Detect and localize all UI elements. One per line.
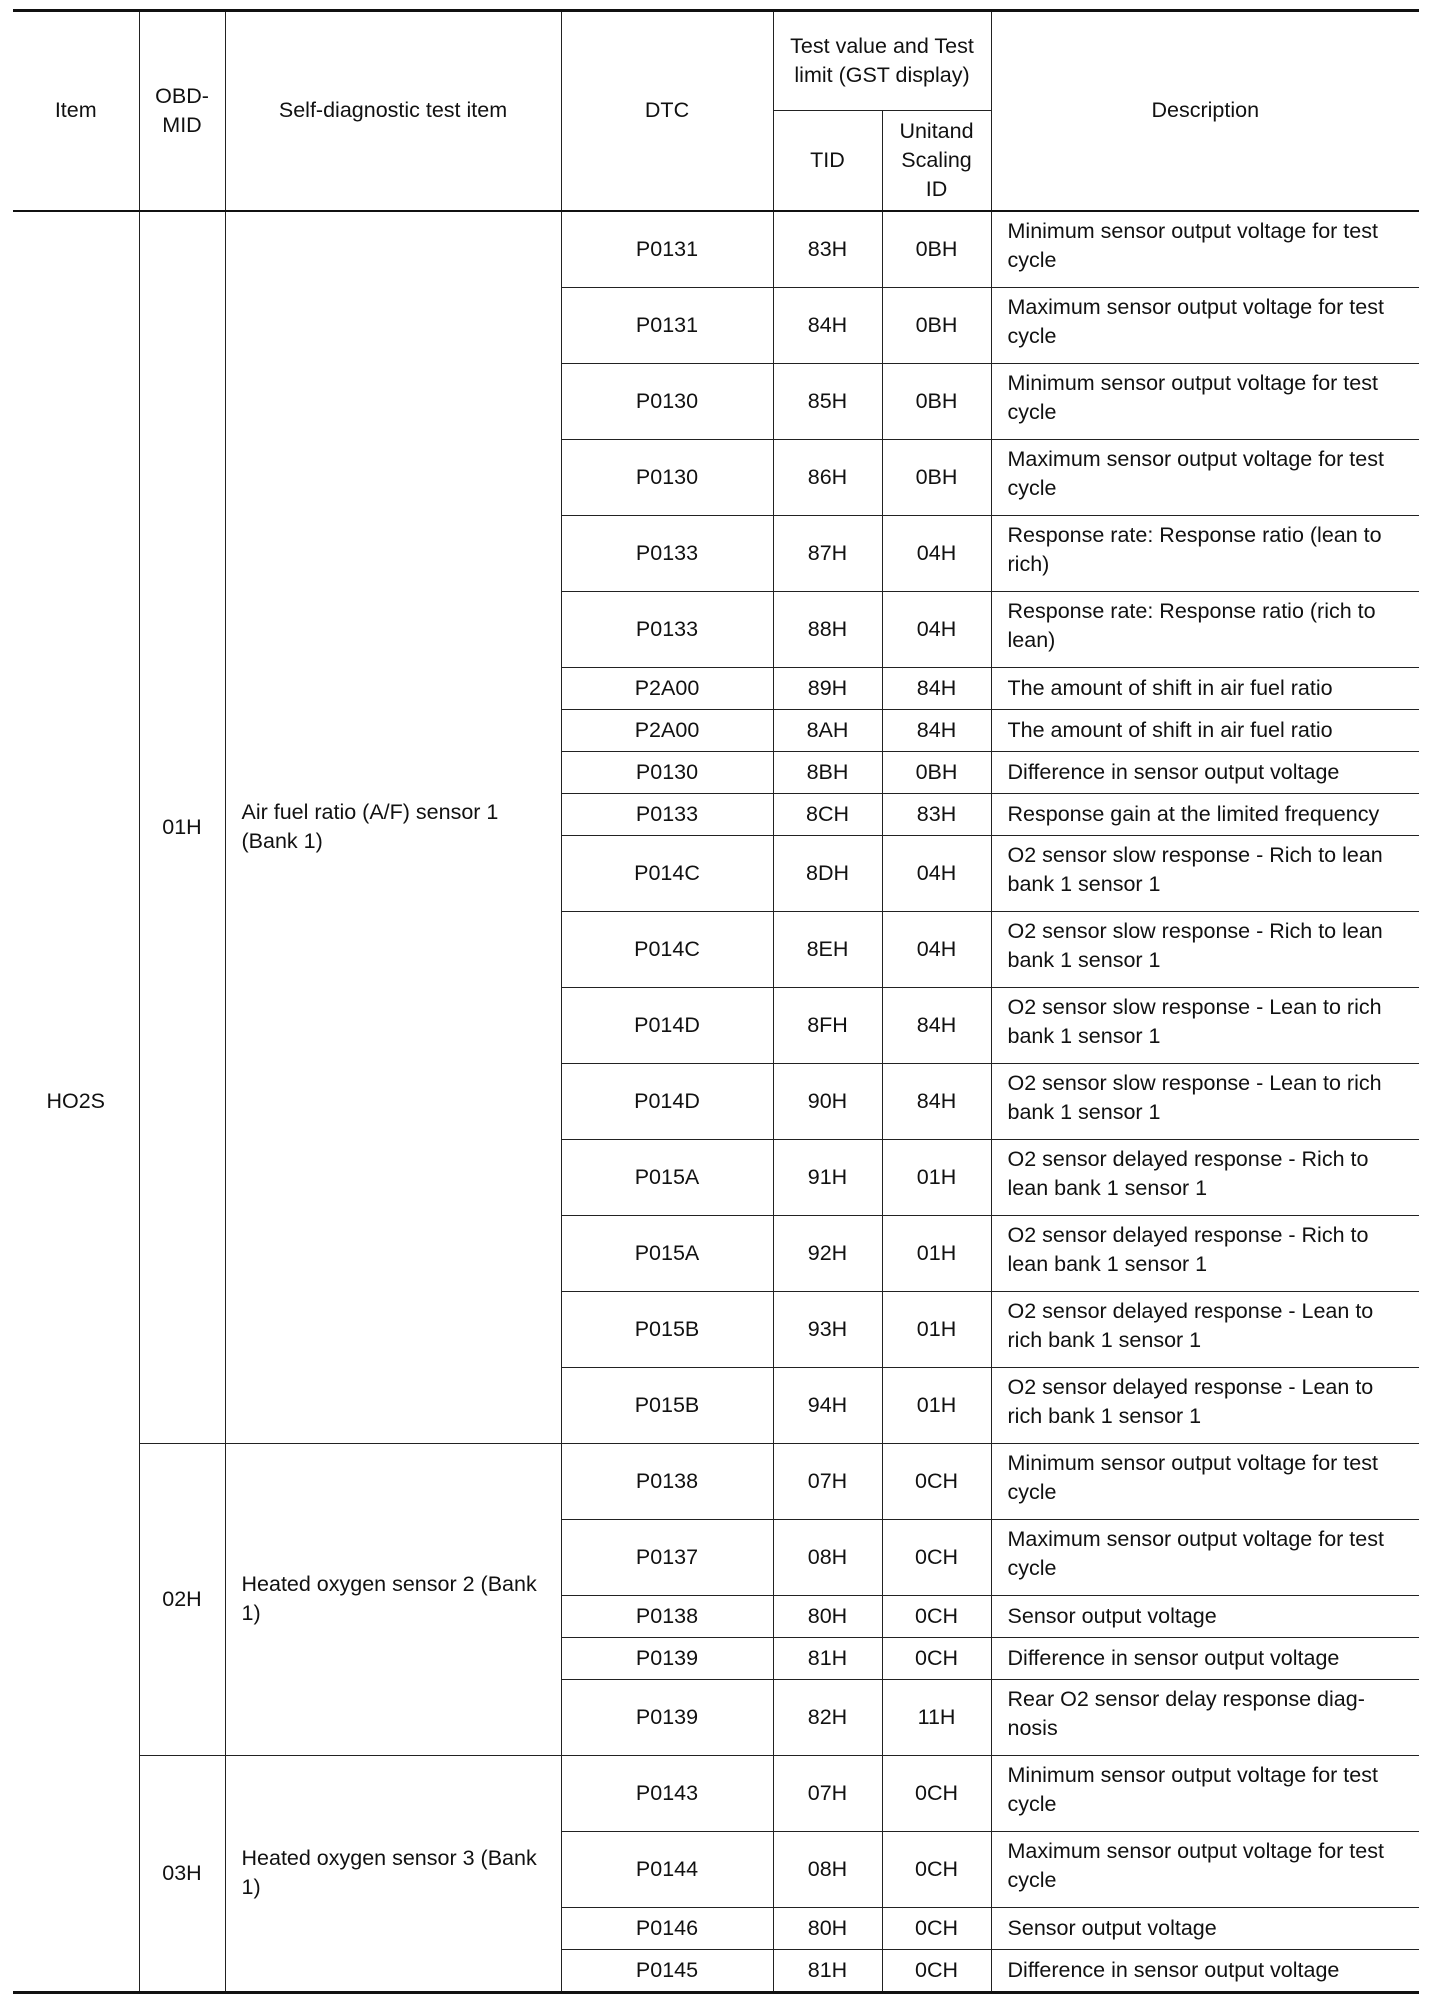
unit-scaling-cell: 11H xyxy=(882,1679,991,1755)
description-cell: Sensor output voltage xyxy=(991,1595,1419,1637)
tid-cell: 82H xyxy=(773,1679,882,1755)
description-cell: O2 sensor delayed response - Lean to rich bank 1 sensor 1 xyxy=(991,1291,1419,1367)
description-cell: Minimum sensor output voltage for test cycle xyxy=(991,1443,1419,1519)
unit-scaling-cell: 84H xyxy=(882,667,991,709)
dtc-cell: P0130 xyxy=(561,363,773,439)
tid-cell: 80H xyxy=(773,1595,882,1637)
dtc-cell: P0133 xyxy=(561,793,773,835)
header-test-value-group: Test value and Test limit (GST display) xyxy=(773,11,991,111)
unit-scaling-cell: 01H xyxy=(882,1215,991,1291)
tid-cell: 91H xyxy=(773,1139,882,1215)
unit-scaling-cell: 04H xyxy=(882,835,991,911)
dtc-cell: P0145 xyxy=(561,1949,773,1992)
tid-cell: 88H xyxy=(773,591,882,667)
tid-cell: 8DH xyxy=(773,835,882,911)
diagnostic-table-container xyxy=(13,9,1419,1994)
tid-cell: 8BH xyxy=(773,751,882,793)
description-cell: Maximum sensor output voltage for test cycle xyxy=(991,439,1419,515)
dtc-cell: P0130 xyxy=(561,751,773,793)
test-item-cell: Heated oxygen sensor 2 (Bank 1) xyxy=(225,1443,561,1755)
dtc-cell: P0146 xyxy=(561,1907,773,1949)
dtc-cell: P0131 xyxy=(561,211,773,288)
dtc-cell: P0138 xyxy=(561,1595,773,1637)
unit-scaling-cell: 0CH xyxy=(882,1831,991,1907)
unit-scaling-cell: 84H xyxy=(882,1063,991,1139)
unit-scaling-cell: 0CH xyxy=(882,1907,991,1949)
obd-mid-cell: 01H xyxy=(139,211,225,1444)
description-cell: Response rate: Response ratio (lean to rich) xyxy=(991,515,1419,591)
tid-cell: 8AH xyxy=(773,709,882,751)
unit-scaling-cell: 04H xyxy=(882,911,991,987)
description-cell: Difference in sensor output voltage xyxy=(991,1637,1419,1679)
description-cell: Maximum sensor output voltage for test cycle xyxy=(991,287,1419,363)
unit-scaling-cell: 84H xyxy=(882,987,991,1063)
tid-cell: 93H xyxy=(773,1291,882,1367)
table-row xyxy=(13,1443,1419,1519)
tid-cell: 87H xyxy=(773,515,882,591)
tid-cell: 8EH xyxy=(773,911,882,987)
description-cell: Minimum sensor output voltage for test cycle xyxy=(991,1755,1419,1831)
header-unit-scaling-id: Unitand Scaling ID xyxy=(882,111,991,211)
tid-cell: 08H xyxy=(773,1519,882,1595)
tid-cell: 89H xyxy=(773,667,882,709)
dtc-cell: P2A00 xyxy=(561,709,773,751)
unit-scaling-cell: 0CH xyxy=(882,1949,991,1992)
tid-cell: 08H xyxy=(773,1831,882,1907)
tid-cell: 86H xyxy=(773,439,882,515)
dtc-cell: P0143 xyxy=(561,1755,773,1831)
dtc-cell: P014C xyxy=(561,835,773,911)
table-body xyxy=(13,211,1419,1993)
header-tid: TID xyxy=(773,111,882,211)
dtc-cell: P0131 xyxy=(561,287,773,363)
description-cell: O2 sensor slow response - Lean to rich bank 1 sensor 1 xyxy=(991,987,1419,1063)
obd-mid-cell: 02H xyxy=(139,1443,225,1755)
unit-scaling-cell: 0CH xyxy=(882,1595,991,1637)
unit-scaling-cell: 0CH xyxy=(882,1637,991,1679)
unit-scaling-cell: 0CH xyxy=(882,1519,991,1595)
tid-cell: 8CH xyxy=(773,793,882,835)
dtc-cell: P0138 xyxy=(561,1443,773,1519)
tid-cell: 90H xyxy=(773,1063,882,1139)
description-cell: Maximum sensor output voltage for test cycle xyxy=(991,1519,1419,1595)
unit-scaling-cell: 01H xyxy=(882,1367,991,1443)
table-row xyxy=(13,1755,1419,1831)
tid-cell: 07H xyxy=(773,1443,882,1519)
unit-scaling-cell: 0BH xyxy=(882,287,991,363)
description-cell: Minimum sensor output voltage for test cycle xyxy=(991,363,1419,439)
tid-cell: 84H xyxy=(773,287,882,363)
dtc-cell: P015B xyxy=(561,1291,773,1367)
description-cell: The amount of shift in air fuel ratio xyxy=(991,709,1419,751)
dtc-cell: P2A00 xyxy=(561,667,773,709)
tid-cell: 07H xyxy=(773,1755,882,1831)
unit-scaling-cell: 0BH xyxy=(882,363,991,439)
dtc-cell: P0130 xyxy=(561,439,773,515)
table-row xyxy=(13,211,1419,288)
obd-mid-cell: 03H xyxy=(139,1755,225,1992)
header-self-diagnostic-test-item: Self-diagnostic test item xyxy=(225,11,561,211)
unit-scaling-cell: 84H xyxy=(882,709,991,751)
unit-scaling-cell: 01H xyxy=(882,1291,991,1367)
unit-scaling-cell: 01H xyxy=(882,1139,991,1215)
description-cell: Response rate: Response ratio (rich to lean) xyxy=(991,591,1419,667)
dtc-cell: P015A xyxy=(561,1215,773,1291)
dtc-cell: P015A xyxy=(561,1139,773,1215)
tid-cell: 80H xyxy=(773,1907,882,1949)
tid-cell: 92H xyxy=(773,1215,882,1291)
unit-scaling-cell: 04H xyxy=(882,591,991,667)
item-cell: HO2S xyxy=(13,211,139,1993)
description-cell: Difference in sensor output voltage xyxy=(991,1949,1419,1992)
unit-scaling-cell: 0BH xyxy=(882,751,991,793)
description-cell: Rear O2 sensor delay response diag-nosis xyxy=(991,1679,1419,1755)
dtc-cell: P015B xyxy=(561,1367,773,1443)
diagnostic-table xyxy=(13,9,1419,1994)
dtc-cell: P0139 xyxy=(561,1637,773,1679)
dtc-cell: P014D xyxy=(561,987,773,1063)
description-cell: O2 sensor slow response - Rich to lean bank 1 sensor 1 xyxy=(991,835,1419,911)
dtc-cell: P0137 xyxy=(561,1519,773,1595)
description-cell: Response gain at the limited frequency xyxy=(991,793,1419,835)
description-cell: Maximum sensor output voltage for test cycle xyxy=(991,1831,1419,1907)
dtc-cell: P014C xyxy=(561,911,773,987)
tid-cell: 85H xyxy=(773,363,882,439)
description-cell: O2 sensor delayed response - Rich to lean bank 1 sensor 1 xyxy=(991,1139,1419,1215)
description-cell: Difference in sensor output voltage xyxy=(991,751,1419,793)
tid-cell: 94H xyxy=(773,1367,882,1443)
unit-scaling-cell: 0BH xyxy=(882,439,991,515)
description-cell: O2 sensor slow response - Lean to rich bank 1 sensor 1 xyxy=(991,1063,1419,1139)
tid-cell: 8FH xyxy=(773,987,882,1063)
header-dtc: DTC xyxy=(561,11,773,211)
dtc-cell: P0133 xyxy=(561,515,773,591)
unit-scaling-cell: 83H xyxy=(882,793,991,835)
description-cell: O2 sensor delayed response - Lean to rich bank 1 sensor 1 xyxy=(991,1367,1419,1443)
dtc-cell: P0144 xyxy=(561,1831,773,1907)
dtc-cell: P0139 xyxy=(561,1679,773,1755)
unit-scaling-cell: 0CH xyxy=(882,1755,991,1831)
header-obd-mid: OBD- MID xyxy=(139,11,225,211)
dtc-cell: P0133 xyxy=(561,591,773,667)
header-description: Description xyxy=(991,11,1419,211)
description-cell: O2 sensor delayed response - Rich to lean bank 1 sensor 1 xyxy=(991,1215,1419,1291)
description-cell: Sensor output voltage xyxy=(991,1907,1419,1949)
test-item-cell: Heated oxygen sensor 3 (Bank 1) xyxy=(225,1755,561,1992)
tid-cell: 81H xyxy=(773,1949,882,1992)
description-cell: Minimum sensor output voltage for test cycle xyxy=(991,211,1419,288)
description-cell: O2 sensor slow response - Rich to lean bank 1 sensor 1 xyxy=(991,911,1419,987)
description-cell: The amount of shift in air fuel ratio xyxy=(991,667,1419,709)
dtc-cell: P014D xyxy=(561,1063,773,1139)
unit-scaling-cell: 0CH xyxy=(882,1443,991,1519)
tid-cell: 81H xyxy=(773,1637,882,1679)
header-item: Item xyxy=(13,11,139,211)
tid-cell: 83H xyxy=(773,211,882,288)
test-item-cell: Air fuel ratio (A/F) sensor 1 (Bank 1) xyxy=(225,211,561,1444)
unit-scaling-cell: 04H xyxy=(882,515,991,591)
unit-scaling-cell: 0BH xyxy=(882,211,991,288)
